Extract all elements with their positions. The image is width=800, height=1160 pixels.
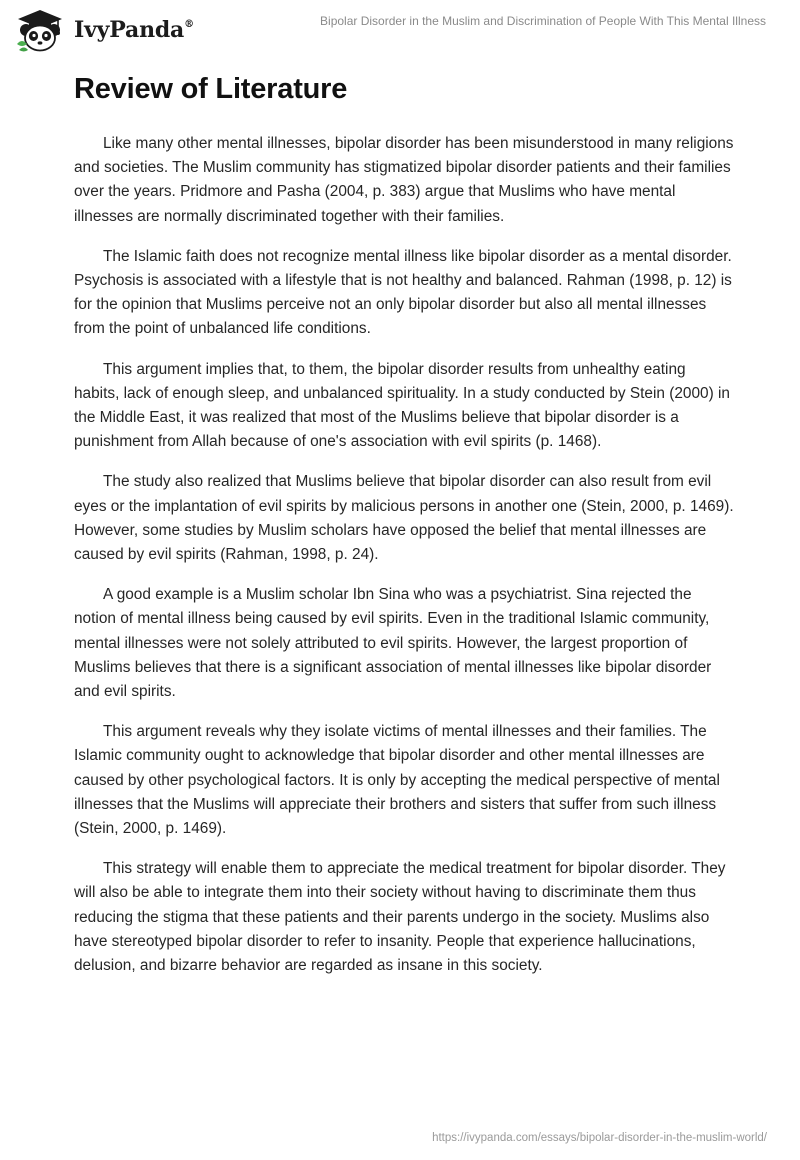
brand-logo[interactable] bbox=[14, 8, 194, 52]
brand-name bbox=[74, 17, 194, 43]
article-body bbox=[74, 132, 734, 994]
paragraph: This strategy will enable them to appreciate the medical treatment for bipolar disorder. They will also be able to integrate them into their society without having to discriminate them thus reducing the stigma that these patients and their parents undergo in the society. Muslims also have stereotyped bipolar disorder to refer to insanity. People that experience hallucinations, delusion, and bizarre behavior are regarded as insane in this society. bbox=[74, 860, 726, 975]
brand-name-text: IvyPanda bbox=[74, 17, 185, 43]
brand-registered-mark: ® bbox=[184, 19, 194, 30]
page-title: Review of Literature bbox=[74, 73, 348, 105]
paragraph: This argument implies that, to them, the bipolar disorder results from unhealthy eating habits, lack of enough sleep, and unbalanced spirituality. In a study conducted by Stein (2000) in the Middle East, it was realized that most of the Muslims believe that bipolar disorder is a punishment from Allah because of one's association with evil spirits (p. 1468). bbox=[74, 360, 730, 451]
paragraph: A good example is a Muslim scholar Ibn Sina who was a psychiatrist. Sina rejected the notion of mental illness being caused by evil spirits. Even in the traditional Islamic community, mental illnesses were not solely attributed to evil spirits. However, the largest proportion of Muslims believes that there is a significant association of mental illnesses like bipolar disorder and evil spirits. bbox=[74, 586, 712, 701]
paragraph: This argument reveals why they isolate victims of mental illnesses and their families. The Islamic community ought to acknowledge that bipolar disorder and other mental illnesses are caused by other psychological factors. It is only by accepting the medical perspective of mental illnesses that the Muslims will appreciate their brothers and sisters that suffer from such illness (Stein, 2000, p. 1469). bbox=[74, 723, 720, 838]
paragraph: The Islamic faith does not recognize mental illness like bipolar disorder as a mental disorder. Psychosis is associated with a lifestyle that is not healthy and balanced. Rahman (1998, p. 12) is for the opinion that Muslims perceive not an only bipolar disorder but also all mental illnesses from the point of unbalanced life conditions. bbox=[74, 247, 732, 338]
source-url-link[interactable]: https://ivypanda.com/essays/bipolar-disorder-in-the-muslim-world/ bbox=[432, 1132, 767, 1144]
document-title: Bipolar Disorder in the Muslim and Discrimination of People With This Mental Illness bbox=[320, 14, 766, 28]
page-header bbox=[0, 0, 800, 60]
paragraph: The study also realized that Muslims believe that bipolar disorder can also result from evil eyes or the implantation of evil spirits by malicious persons in another one (Stein, 2000, p. 1469). However, some studies by Muslim scholars have opposed the belief that mental illnesses are caused by evil spirits (Rahman, 1998, p. 24). bbox=[74, 473, 734, 564]
panda-graduate-logo-icon bbox=[14, 8, 66, 52]
paragraph: Like many other mental illnesses, bipolar disorder has been misunderstood in many religions and societies. The Muslim community has stigmatized bipolar disorder patients and their families over the years. Pridmore and Pasha (2004, p. 383) argue that Muslims who have mental illnesses are normally discriminated together with their families. bbox=[74, 135, 734, 225]
